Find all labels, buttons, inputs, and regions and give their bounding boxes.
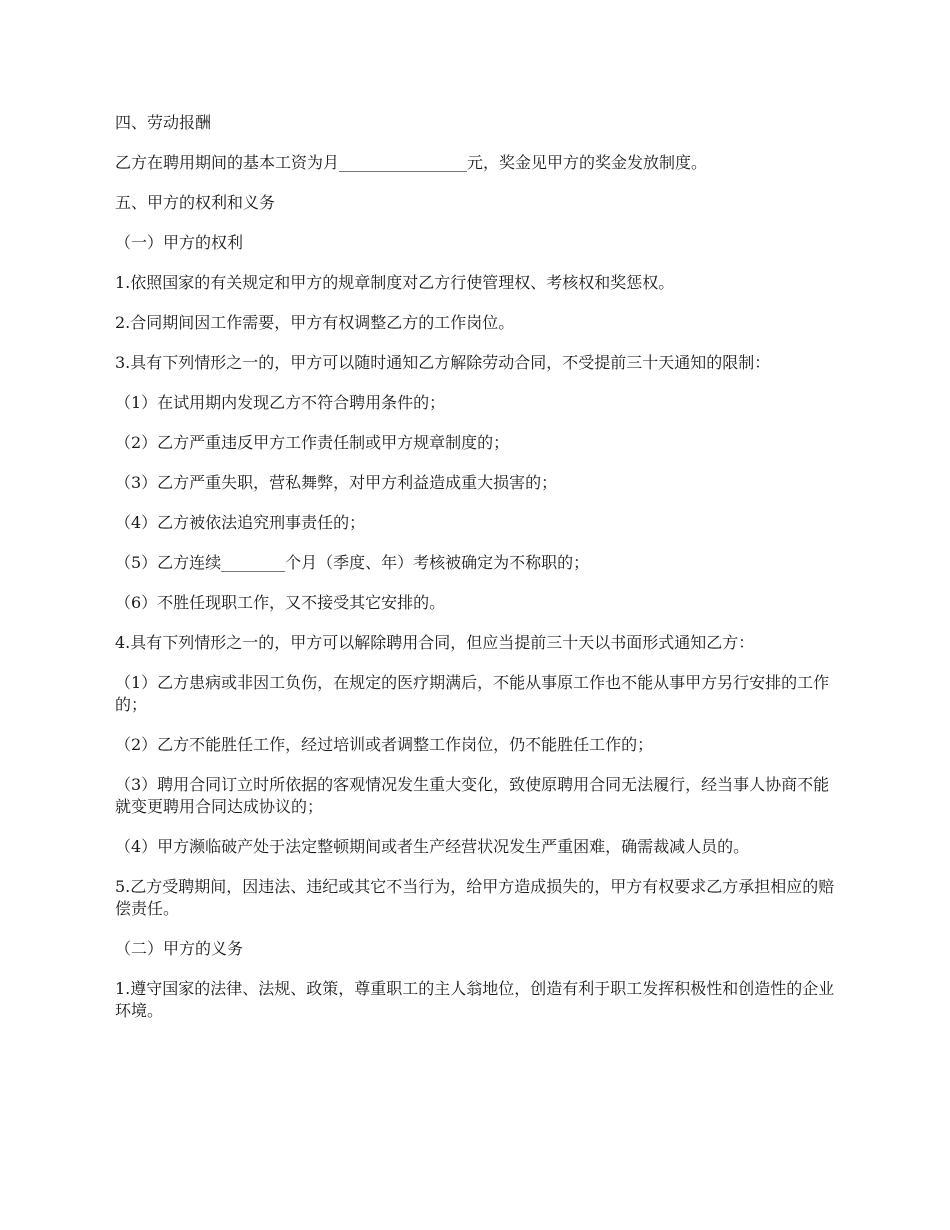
clause-4-item-1: （1）乙方患病或非因工负伤，在规定的医疗期满后，不能从事原工作也不能从事甲方另行安排的工作的； bbox=[115, 673, 830, 714]
clause-1-management-rights: 1.依照国家的有关规定和甲方的规章制度对乙方行使管理权、考核权和奖惩权。 bbox=[115, 273, 675, 292]
clause-3-item-1: （1）在试用期内发现乙方不符合聘用条件的； bbox=[115, 393, 446, 412]
clause-4-item-3: （3）聘用合同订立时所依据的客观情况发生重大变化，致使原聘用合同无法履行，经当事人协商不能就变更聘用合同达成协议的； bbox=[115, 775, 830, 816]
clause-3-item-5: （5）乙方连续________个月（季度、年）考核被确定为不称职的； bbox=[115, 553, 590, 572]
duty-1-obey-laws: 1.遵守国家的法律、法规、政策，尊重职工的主人翁地位，创造有利于职工发挥积极性和创造性的企业环境。 bbox=[115, 979, 835, 1020]
document-page bbox=[115, 112, 845, 1040]
subsection-heading-party-a-rights: （一）甲方的权利 bbox=[115, 233, 244, 252]
clause-4-item-2: （2）乙方不能胜任工作，经过培训或者调整工作岗位，仍不能胜任工作的； bbox=[115, 735, 654, 754]
clause-2-adjust-position: 2.合同期间因工作需要，甲方有权调整乙方的工作岗位。 bbox=[115, 313, 515, 332]
clause-4-notice-termination: 4.具有下列情形之一的，甲方可以解除聘用合同，但应当提前三十天以书面形式通知乙方： bbox=[115, 633, 755, 652]
clause-3-item-4: （4）乙方被依法追究刑事责任的； bbox=[115, 513, 366, 532]
clause-3-item-3: （3）乙方严重失职，营私舞弊，对甲方利益造成重大损害的； bbox=[115, 473, 558, 492]
clause-3-item-6: （6）不胜任现职工作，又不接受其它安排的。 bbox=[115, 593, 446, 612]
clause-3-immediate-termination: 3.具有下列情形之一的，甲方可以随时通知乙方解除劳动合同，不受提前三十天通知的限制： bbox=[115, 353, 771, 372]
section-heading-party-a-rights-duties: 五、甲方的权利和义务 bbox=[115, 193, 276, 212]
clause-4-item-4: （4）甲方濒临破产处于法定整顿期间或者生产经营状况发生严重困难，确需裁减人员的。 bbox=[115, 837, 750, 856]
paragraph-base-salary: 乙方在聘用期间的基本工资为月________________元，奖金见甲方的奖金发放制度。 bbox=[115, 153, 708, 172]
subsection-heading-party-a-duties: （二）甲方的义务 bbox=[115, 939, 244, 958]
clause-5-compensation: 5.乙方受聘期间，因违法、违纪或其它不当行为，给甲方造成损失的，甲方有权要求乙方承担相应的赔偿责任。 bbox=[115, 877, 835, 918]
clause-3-item-2: （2）乙方严重违反甲方工作责任制或甲方规章制度的； bbox=[115, 433, 510, 452]
section-heading-labor-pay: 四、劳动报酬 bbox=[115, 113, 212, 132]
